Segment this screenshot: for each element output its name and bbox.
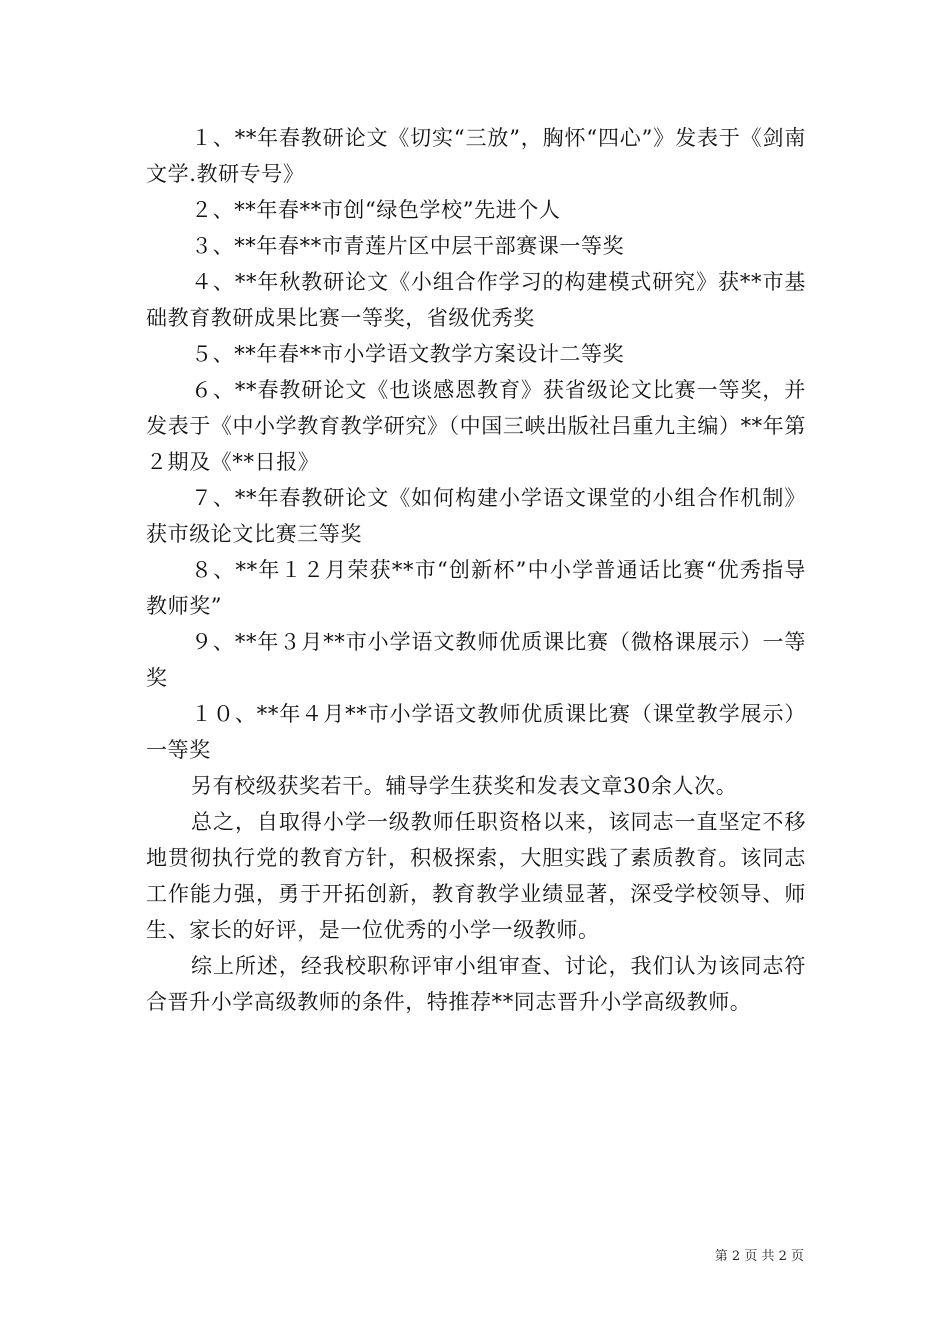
award-item-10: １０、**年４月**市小学语文教师优质课比赛（课堂教学展示）一等奖 xyxy=(146,702,806,762)
summary-paragraph: 总之，自取得小学一级教师任职资格以来，该同志一直坚定不移地贯彻执行党的教育方针，积极探索，大胆实践了素质教育。该同志工作能力强，勇于开拓创新，教育教学业绩显著，深受学校领导、师生、家长的好评，是一位优秀的小学一级教师。 xyxy=(146,810,806,942)
other-awards-paragraph: 另有校级获奖若干。辅导学生获奖和发表文章30余人次。 xyxy=(191,774,738,798)
award-item-2: ２、**年春**市创“绿色学校”先进个人 xyxy=(191,198,561,222)
award-item-3: ３、**年春**市青莲片区中层干部赛课一等奖 xyxy=(191,234,625,258)
award-item-6: ６、**春教研论文《也谈感恩教育》获省级论文比赛一等奖，并发表于《中小学教育教学研究》（中国三峡出版社吕重九主编）**年第２期及《**日报》 xyxy=(146,378,806,474)
page-number: 第 2 页 共 2 页 xyxy=(714,1249,804,1264)
recommendation-paragraph: 综上所述，经我校职称评审小组审查、讨论，我们认为该同志符合晋升小学高级教师的条件，特推荐**同志晋升小学高级教师。 xyxy=(146,954,806,1014)
award-item-9: ９、**年３月**市小学语文教师优质课比赛（微格课展示）一等奖 xyxy=(146,630,806,690)
award-item-1: １、**年春教研论文《切实“三放”，胸怀“四心”》发表于《剑南文学.教研专号》 xyxy=(146,126,806,186)
award-item-4: ４、**年秋教研论文《小组合作学习的构建模式研究》获**市基础教育教研成果比赛一等奖，省级优秀奖 xyxy=(146,270,806,330)
award-item-8: ８、**年１２月荣获**市“创新杯”中小学普通话比赛“优秀指导教师奖” xyxy=(146,558,806,618)
award-item-5: ５、**年春**市小学语文教学方案设计二等奖 xyxy=(191,342,625,366)
document-body xyxy=(146,120,806,1020)
award-item-7: ７、**年春教研论文《如何构建小学语文课堂的小组合作机制》获市级论文比赛三等奖 xyxy=(146,486,806,546)
